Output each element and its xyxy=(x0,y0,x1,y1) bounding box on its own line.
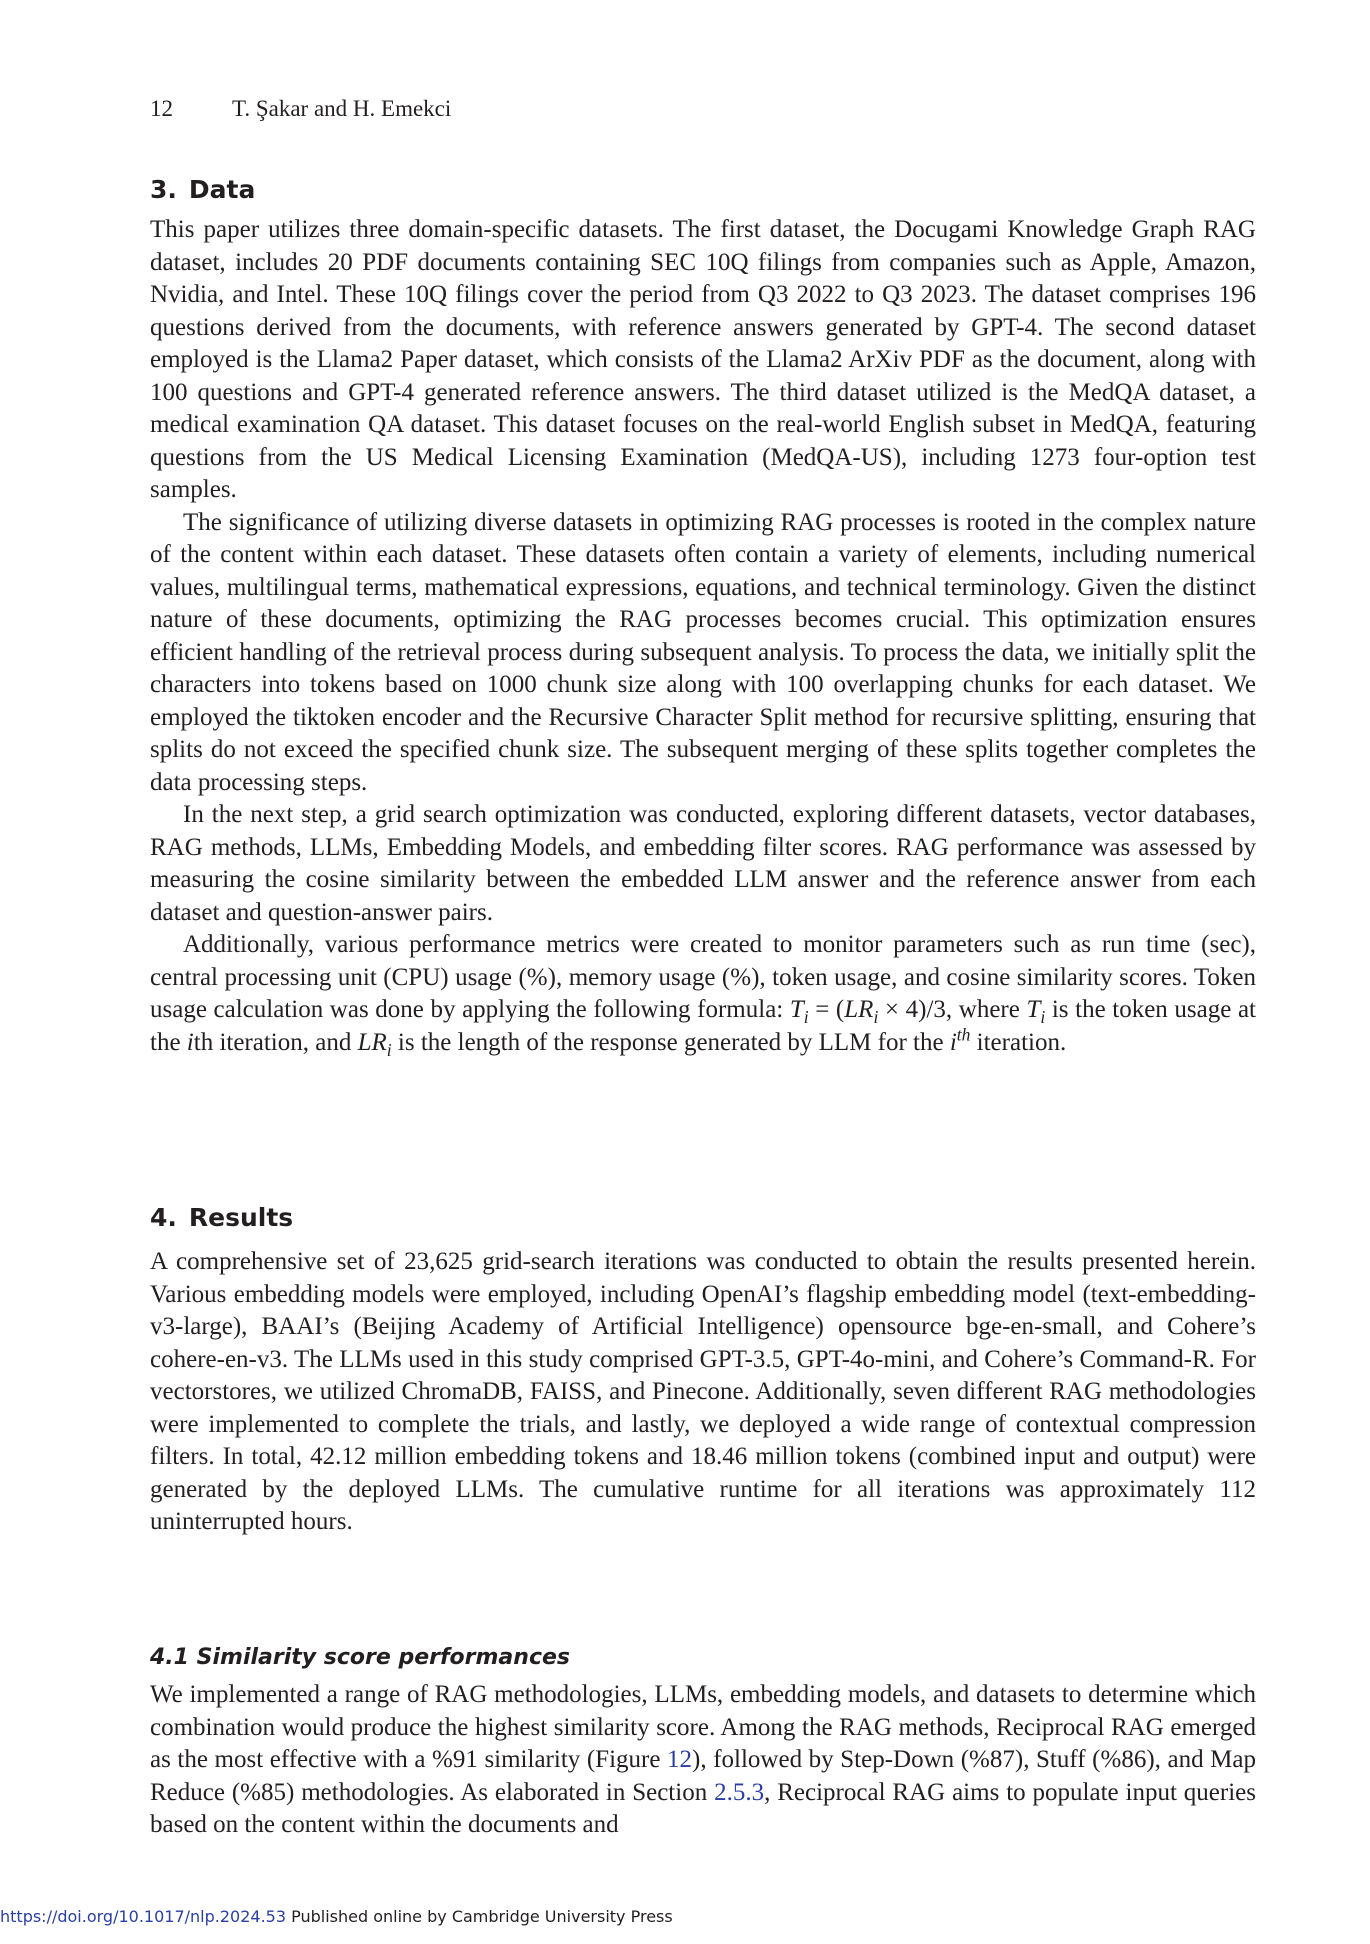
section-3-title: Data xyxy=(188,175,256,204)
section-4-body xyxy=(150,1246,1256,1539)
section-4-title: Results xyxy=(188,1203,294,1232)
subsection-4-1-paragraph-1: We implemented a range of RAG methodologies, LLMs, embedding models, and datasets to determine which combination would produce the highest similarity score. Among the RAG methods, Reciprocal RAG emerged as the most effective with a %91 similarity (Figure 12), followed by Step-Down (%87), Stuff (%86), and Map Reduce (%85) methodologies. As elaborated in Section 2.5.3, Reciprocal RAG aims to populate input queries based on the content within the documents and xyxy=(150,1681,1256,1838)
section-3-paragraph-1: This paper utilizes three domain-specific datasets. The first dataset, the Docugami Knowledge Graph RAG dataset, includes 20 PDF documents containing SEC 10Q filings from companies such as Apple, Amazon, Nvidia, and Intel. These 10Q filings cover the period from Q3 2022 to Q3 2023. The dataset comprises 196 questions derived from the documents, with reference answers generated by GPT-4. The second dataset employed is the Llama2 Paper dataset, which consists of the Llama2 ArXiv PDF as the document, along with 100 questions and GPT-4 generated reference answers. The third dataset utilized is the MedQA dataset, a medical examination QA dataset. This dataset focuses on the real-world English subset in MedQA, featuring questions from the US Medical Licensing Examination (MedQA-US), including 1273 four-option test samples. xyxy=(150,216,1256,503)
math-token-usage-ref: $T_i$ xyxy=(1026,996,1046,1027)
subsection-4-1-body xyxy=(150,1679,1256,1842)
math-ith: $i^{th}$ xyxy=(949,1024,971,1056)
math-response-length-ref: $LR_i$ xyxy=(357,1028,392,1060)
section-3-number: 3. xyxy=(150,175,177,204)
doi-link[interactable]: https://doi.org/10.1017/nlp.2024.53 xyxy=(0,1907,287,1926)
publisher-note: Published online by Cambridge University Press xyxy=(286,1907,673,1926)
math-response-length: $LR_i$ xyxy=(844,996,879,1027)
section-3-paragraph-2: The significance of utilizing diverse datasets in optimizing RAG processes is rooted in the complex nature of the content within each dataset. These datasets often contain a variety of elements, including numerical values, multilingual terms, mathematical expressions, equations, and technical terminology. Given the distinct nature of these documents, optimizing the RAG processes becomes crucial. This optimization ensures efficient handling of the retrieval process during subsequent analysis. To process the data, we initially split the characters into tokens based on 1000 chunk size along with 100 overlapping chunks for each dataset. We employed the tiktoken encoder and the Recursive Character Split method for recursive splitting, ensuring that splits do not exceed the specified chunk size. The subsequent merging of these splits together completes the data processing steps. xyxy=(150,508,1256,796)
section-3-paragraph-3: In the next step, a grid search optimization was conducted, exploring different datasets, vector databases, RAG methods, LLMs, Embedding Models, and embedding filter scores. RAG performance was assessed by measuring the cosine similarity between the embedded LLM answer and the reference answer from each dataset and question-answer pairs. xyxy=(150,801,1256,926)
section-4-number: 4. xyxy=(150,1203,177,1232)
section-2-5-3-link[interactable]: 2.5.3 xyxy=(714,1778,765,1806)
section-3-body xyxy=(150,214,1256,1059)
math-token-usage: $T_i$ xyxy=(789,996,809,1027)
running-head xyxy=(150,94,451,124)
author-names: T. Şakar and H. Emekci xyxy=(232,96,452,121)
section-3-heading xyxy=(150,174,255,206)
math-index-i: i xyxy=(186,1028,194,1056)
subsection-4-1-heading: 4.1 Similarity score performances xyxy=(150,1645,570,1670)
figure-12-link[interactable]: 12 xyxy=(667,1746,693,1773)
page-number: 12 xyxy=(150,96,173,121)
section-3-paragraph-4: Additionally, various performance metrics were created to monitor parameters such as run time (sec), central processing unit (CPU) usage (%), memory usage (%), token usage, and cosine similarity scores. Token usage calculation was done by applying the following formula: $T_i = (LR_i \times 4)/3$, where $T_i$ is the token usage at the ith iteration, and $LR_i$ is the length of the response generated by LLM for the $i^{th}$ iteration. xyxy=(150,931,1256,1060)
section-4-heading xyxy=(150,1202,293,1234)
page-footer xyxy=(0,1906,673,1928)
section-4-paragraph-1: A comprehensive set of 23,625 grid-search iterations was conducted to obtain the results presented herein. Various embedding models were employed, including OpenAI’s flagship embedding model (text-embedding-v3-large), BAAI’s (Beijing Academy of Artificial Intelligence) opensource bge-en-small, and Cohere’s cohere-en-v3. The LLMs used in this study comprised GPT-3.5, GPT-4o-mini, and Cohere’s Command-R. For vectorstores, we utilized ChromaDB, FAISS, and Pinecone. Additionally, seven different RAG methodologies were implemented to complete the trials, and lastly, we deployed a wide range of contextual compression filters. In total, 42.12 million embedding tokens and 18.46 million tokens (combined input and output) were generated by the deployed LLMs. The cumulative runtime for all iterations was approximately 112 uninterrupted hours. xyxy=(150,1248,1256,1535)
